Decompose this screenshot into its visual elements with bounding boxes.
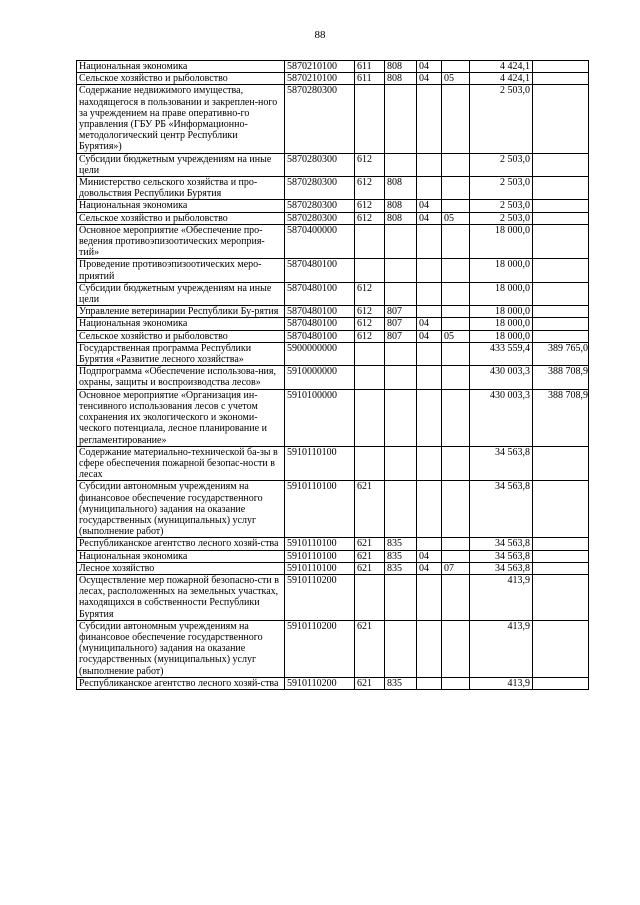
ministry-code-cell: [385, 224, 417, 259]
expense-type-cell: 612: [355, 282, 385, 305]
ministry-code-cell: [385, 85, 417, 153]
target-article-cell: 5910110100: [285, 550, 355, 562]
ministry-code-cell: 808: [385, 212, 417, 224]
expense-type-cell: 611: [355, 73, 385, 85]
table-row: [77, 446, 589, 481]
subsection-cell: [442, 153, 470, 176]
target-article-cell: 5870480100: [285, 259, 355, 282]
name-cell: Содержание недвижимого имущества, находящегося в пользовании и закреплен-ного за учреждением на праве оперативно-го управления (ГБУ РБ «Информационно-методологический центр Республики Бурятия»): [77, 85, 285, 153]
expense-type-cell: [355, 224, 385, 259]
section-cell: [417, 153, 442, 176]
amount-second-cell: [533, 306, 589, 318]
section-cell: 04: [417, 562, 442, 574]
amount-second-cell: [533, 200, 589, 212]
target-article-cell: 5870480100: [285, 282, 355, 305]
amount-second-cell: [533, 85, 589, 153]
expense-type-cell: 612: [355, 153, 385, 176]
section-cell: 04: [417, 73, 442, 85]
expense-type-cell: 621: [355, 481, 385, 538]
page-number: 88: [314, 29, 326, 41]
expense-type-cell: 612: [355, 200, 385, 212]
table-row: [77, 318, 589, 330]
name-cell: Основное мероприятие «Обеспечение про-ведения противоэпизоотических мероприя-тий»: [77, 224, 285, 259]
ministry-code-cell: [385, 620, 417, 677]
expense-type-cell: [355, 446, 385, 481]
target-article-cell: 5910110200: [285, 620, 355, 677]
subsection-cell: [442, 342, 470, 365]
section-cell: [417, 574, 442, 620]
table-row: [77, 85, 589, 153]
ministry-code-cell: [385, 282, 417, 305]
amount-second-cell: 388 708,9: [533, 366, 589, 389]
table-row: [77, 212, 589, 224]
name-cell: Основное мероприятие «Организация ин-тенсивного использования лесов с учетом сохранения их экологического и экономи-ческого потенциала, лесное планирование и регламентирование»: [77, 389, 285, 446]
ministry-code-cell: 807: [385, 318, 417, 330]
target-article-cell: 5870400000: [285, 224, 355, 259]
expense-type-cell: 621: [355, 562, 385, 574]
name-cell: Национальная экономика: [77, 61, 285, 73]
subsection-cell: [442, 574, 470, 620]
section-cell: [417, 538, 442, 550]
target-article-cell: 5910100000: [285, 389, 355, 446]
subsection-cell: [442, 306, 470, 318]
subsection-cell: [442, 446, 470, 481]
ministry-code-cell: [385, 259, 417, 282]
ministry-code-cell: 808: [385, 61, 417, 73]
expense-type-cell: [355, 85, 385, 153]
target-article-cell: 5870280300: [285, 153, 355, 176]
name-cell: Субсидии бюджетным учреждениям на иные цели: [77, 153, 285, 176]
ministry-code-cell: 835: [385, 562, 417, 574]
target-article-cell: 5870480100: [285, 306, 355, 318]
expense-type-cell: 612: [355, 318, 385, 330]
ministry-code-cell: [385, 153, 417, 176]
expense-type-cell: [355, 342, 385, 365]
budget-table-body: [77, 61, 589, 690]
budget-table: [76, 60, 589, 690]
table-row: [77, 574, 589, 620]
amount-cell: 2 503,0: [470, 85, 533, 153]
table-row: [77, 366, 589, 389]
target-article-cell: 5870280300: [285, 212, 355, 224]
amount-cell: 4 424,1: [470, 61, 533, 73]
ministry-code-cell: 808: [385, 73, 417, 85]
amount-cell: 18 000,0: [470, 330, 533, 342]
subsection-cell: [442, 538, 470, 550]
section-cell: 04: [417, 330, 442, 342]
table-row: [77, 330, 589, 342]
section-cell: 04: [417, 318, 442, 330]
table-row: [77, 73, 589, 85]
ministry-code-cell: [385, 446, 417, 481]
expense-type-cell: 621: [355, 538, 385, 550]
table-row: [77, 259, 589, 282]
amount-cell: 18 000,0: [470, 306, 533, 318]
subsection-cell: 05: [442, 73, 470, 85]
table-row: [77, 562, 589, 574]
subsection-cell: [442, 259, 470, 282]
expense-type-cell: 612: [355, 212, 385, 224]
name-cell: Сельское хозяйство и рыболовство: [77, 330, 285, 342]
name-cell: Осуществление мер пожарной безопасно-сти в лесах, расположенных на земельных участках, находящихся в собственности Республики Бурятия: [77, 574, 285, 620]
amount-cell: 2 503,0: [470, 153, 533, 176]
table-row: [77, 342, 589, 365]
expense-type-cell: 621: [355, 677, 385, 689]
amount-cell: 433 559,4: [470, 342, 533, 365]
section-cell: [417, 85, 442, 153]
name-cell: Республиканское агентство лесного хозяй-ства: [77, 677, 285, 689]
subsection-cell: [442, 481, 470, 538]
amount-second-cell: [533, 574, 589, 620]
amount-second-cell: [533, 481, 589, 538]
table-row: [77, 177, 589, 200]
amount-cell: 34 563,8: [470, 550, 533, 562]
expense-type-cell: 612: [355, 306, 385, 318]
amount-cell: 18 000,0: [470, 282, 533, 305]
name-cell: Проведение противоэпизоотических меро-приятий: [77, 259, 285, 282]
name-cell: Республиканское агентство лесного хозяй-ства: [77, 538, 285, 550]
ministry-code-cell: [385, 574, 417, 620]
amount-cell: 430 003,3: [470, 366, 533, 389]
amount-cell: 2 503,0: [470, 177, 533, 200]
subsection-cell: 07: [442, 562, 470, 574]
subsection-cell: [442, 61, 470, 73]
table-row: [77, 620, 589, 677]
name-cell: Национальная экономика: [77, 318, 285, 330]
amount-second-cell: [533, 446, 589, 481]
subsection-cell: [442, 318, 470, 330]
expense-type-cell: 612: [355, 177, 385, 200]
amount-second-cell: 389 765,0: [533, 342, 589, 365]
section-cell: [417, 177, 442, 200]
subsection-cell: [442, 85, 470, 153]
section-cell: [417, 677, 442, 689]
ministry-code-cell: 807: [385, 306, 417, 318]
subsection-cell: 05: [442, 212, 470, 224]
target-article-cell: 5910110200: [285, 677, 355, 689]
section-cell: [417, 481, 442, 538]
amount-cell: 413,9: [470, 620, 533, 677]
expense-type-cell: 621: [355, 620, 385, 677]
section-cell: [417, 446, 442, 481]
target-article-cell: 5870210100: [285, 61, 355, 73]
subsection-cell: [442, 389, 470, 446]
amount-cell: 18 000,0: [470, 259, 533, 282]
name-cell: Субсидии автономным учреждениям на финансовое обеспечение государственного (муниципального) задания на оказание государственных (муниципальных) услуг (выполнение работ): [77, 620, 285, 677]
target-article-cell: 5910110100: [285, 446, 355, 481]
subsection-cell: [442, 200, 470, 212]
section-cell: [417, 366, 442, 389]
amount-cell: 34 563,8: [470, 538, 533, 550]
amount-second-cell: [533, 224, 589, 259]
amount-second-cell: [533, 538, 589, 550]
subsection-cell: [442, 177, 470, 200]
section-cell: 04: [417, 200, 442, 212]
expense-type-cell: [355, 259, 385, 282]
amount-second-cell: [533, 61, 589, 73]
table-row: [77, 389, 589, 446]
subsection-cell: [442, 224, 470, 259]
target-article-cell: 5910110200: [285, 574, 355, 620]
table-row: [77, 481, 589, 538]
section-cell: [417, 342, 442, 365]
section-cell: 04: [417, 212, 442, 224]
expense-type-cell: [355, 389, 385, 446]
section-cell: [417, 282, 442, 305]
expense-type-cell: [355, 366, 385, 389]
target-article-cell: 5910110100: [285, 562, 355, 574]
ministry-code-cell: 808: [385, 200, 417, 212]
table-row: [77, 224, 589, 259]
ministry-code-cell: [385, 389, 417, 446]
amount-second-cell: [533, 259, 589, 282]
ministry-code-cell: 807: [385, 330, 417, 342]
table-row: [77, 550, 589, 562]
table-row: [77, 282, 589, 305]
ministry-code-cell: [385, 481, 417, 538]
amount-cell: 2 503,0: [470, 212, 533, 224]
target-article-cell: 5870210100: [285, 73, 355, 85]
ministry-code-cell: 835: [385, 677, 417, 689]
expense-type-cell: [355, 574, 385, 620]
name-cell: Национальная экономика: [77, 200, 285, 212]
target-article-cell: 5900000000: [285, 342, 355, 365]
target-article-cell: 5910110100: [285, 481, 355, 538]
name-cell: Субсидии бюджетным учреждениям на иные цели: [77, 282, 285, 305]
name-cell: Субсидии автономным учреждениям на финансовое обеспечение государственного (муниципального) задания на оказание государственных (муниципальных) услуг (выполнение работ): [77, 481, 285, 538]
target-article-cell: 5870280300: [285, 177, 355, 200]
amount-second-cell: [533, 73, 589, 85]
target-article-cell: 5870280300: [285, 200, 355, 212]
target-article-cell: 5870280300: [285, 85, 355, 153]
name-cell: Содержание материально-технической ба-зы в сфере обеспечения пожарной безопас-ности в лесах: [77, 446, 285, 481]
subsection-cell: [442, 366, 470, 389]
amount-cell: 34 563,8: [470, 446, 533, 481]
table-row: [77, 677, 589, 689]
amount-second-cell: [533, 620, 589, 677]
expense-type-cell: 611: [355, 61, 385, 73]
ministry-code-cell: [385, 366, 417, 389]
table-row: [77, 153, 589, 176]
amount-cell: 18 000,0: [470, 224, 533, 259]
name-cell: Национальная экономика: [77, 550, 285, 562]
amount-second-cell: [533, 282, 589, 305]
table-row: [77, 306, 589, 318]
ministry-code-cell: 835: [385, 538, 417, 550]
target-article-cell: 5910110100: [285, 538, 355, 550]
subsection-cell: [442, 677, 470, 689]
amount-second-cell: [533, 330, 589, 342]
amount-cell: 413,9: [470, 677, 533, 689]
amount-cell: 34 563,8: [470, 562, 533, 574]
table-row: [77, 538, 589, 550]
amount-cell: 430 003,3: [470, 389, 533, 446]
amount-second-cell: 388 708,9: [533, 389, 589, 446]
expense-type-cell: 621: [355, 550, 385, 562]
amount-second-cell: [533, 153, 589, 176]
section-cell: [417, 306, 442, 318]
table-row: [77, 61, 589, 73]
target-article-cell: 5910000000: [285, 366, 355, 389]
amount-cell: 2 503,0: [470, 200, 533, 212]
amount-second-cell: [533, 318, 589, 330]
name-cell: Управление ветеринарии Республики Бу-рятия: [77, 306, 285, 318]
name-cell: Сельское хозяйство и рыболовство: [77, 212, 285, 224]
target-article-cell: 5870480100: [285, 330, 355, 342]
subsection-cell: 05: [442, 330, 470, 342]
name-cell: Подпрограмма «Обеспечение использова-ния, охраны, защиты и воспроизводства лесов»: [77, 366, 285, 389]
ministry-code-cell: 808: [385, 177, 417, 200]
target-article-cell: 5870480100: [285, 318, 355, 330]
amount-cell: 18 000,0: [470, 318, 533, 330]
name-cell: Лесное хозяйство: [77, 562, 285, 574]
section-cell: 04: [417, 61, 442, 73]
section-cell: 04: [417, 550, 442, 562]
amount-cell: 34 563,8: [470, 481, 533, 538]
subsection-cell: [442, 550, 470, 562]
subsection-cell: [442, 282, 470, 305]
expense-type-cell: 612: [355, 330, 385, 342]
amount-second-cell: [533, 177, 589, 200]
amount-cell: 4 424,1: [470, 73, 533, 85]
amount-second-cell: [533, 562, 589, 574]
subsection-cell: [442, 620, 470, 677]
amount-second-cell: [533, 212, 589, 224]
ministry-code-cell: [385, 342, 417, 365]
amount-second-cell: [533, 550, 589, 562]
name-cell: Сельское хозяйство и рыболовство: [77, 73, 285, 85]
section-cell: [417, 620, 442, 677]
name-cell: Государственная программа Республики Бурятия «Развитие лесного хозяйства»: [77, 342, 285, 365]
section-cell: [417, 259, 442, 282]
section-cell: [417, 389, 442, 446]
table-row: [77, 200, 589, 212]
amount-cell: 413,9: [470, 574, 533, 620]
ministry-code-cell: 835: [385, 550, 417, 562]
name-cell: Министерство сельского хозяйства и про-довольствия Республики Бурятия: [77, 177, 285, 200]
section-cell: [417, 224, 442, 259]
amount-second-cell: [533, 677, 589, 689]
